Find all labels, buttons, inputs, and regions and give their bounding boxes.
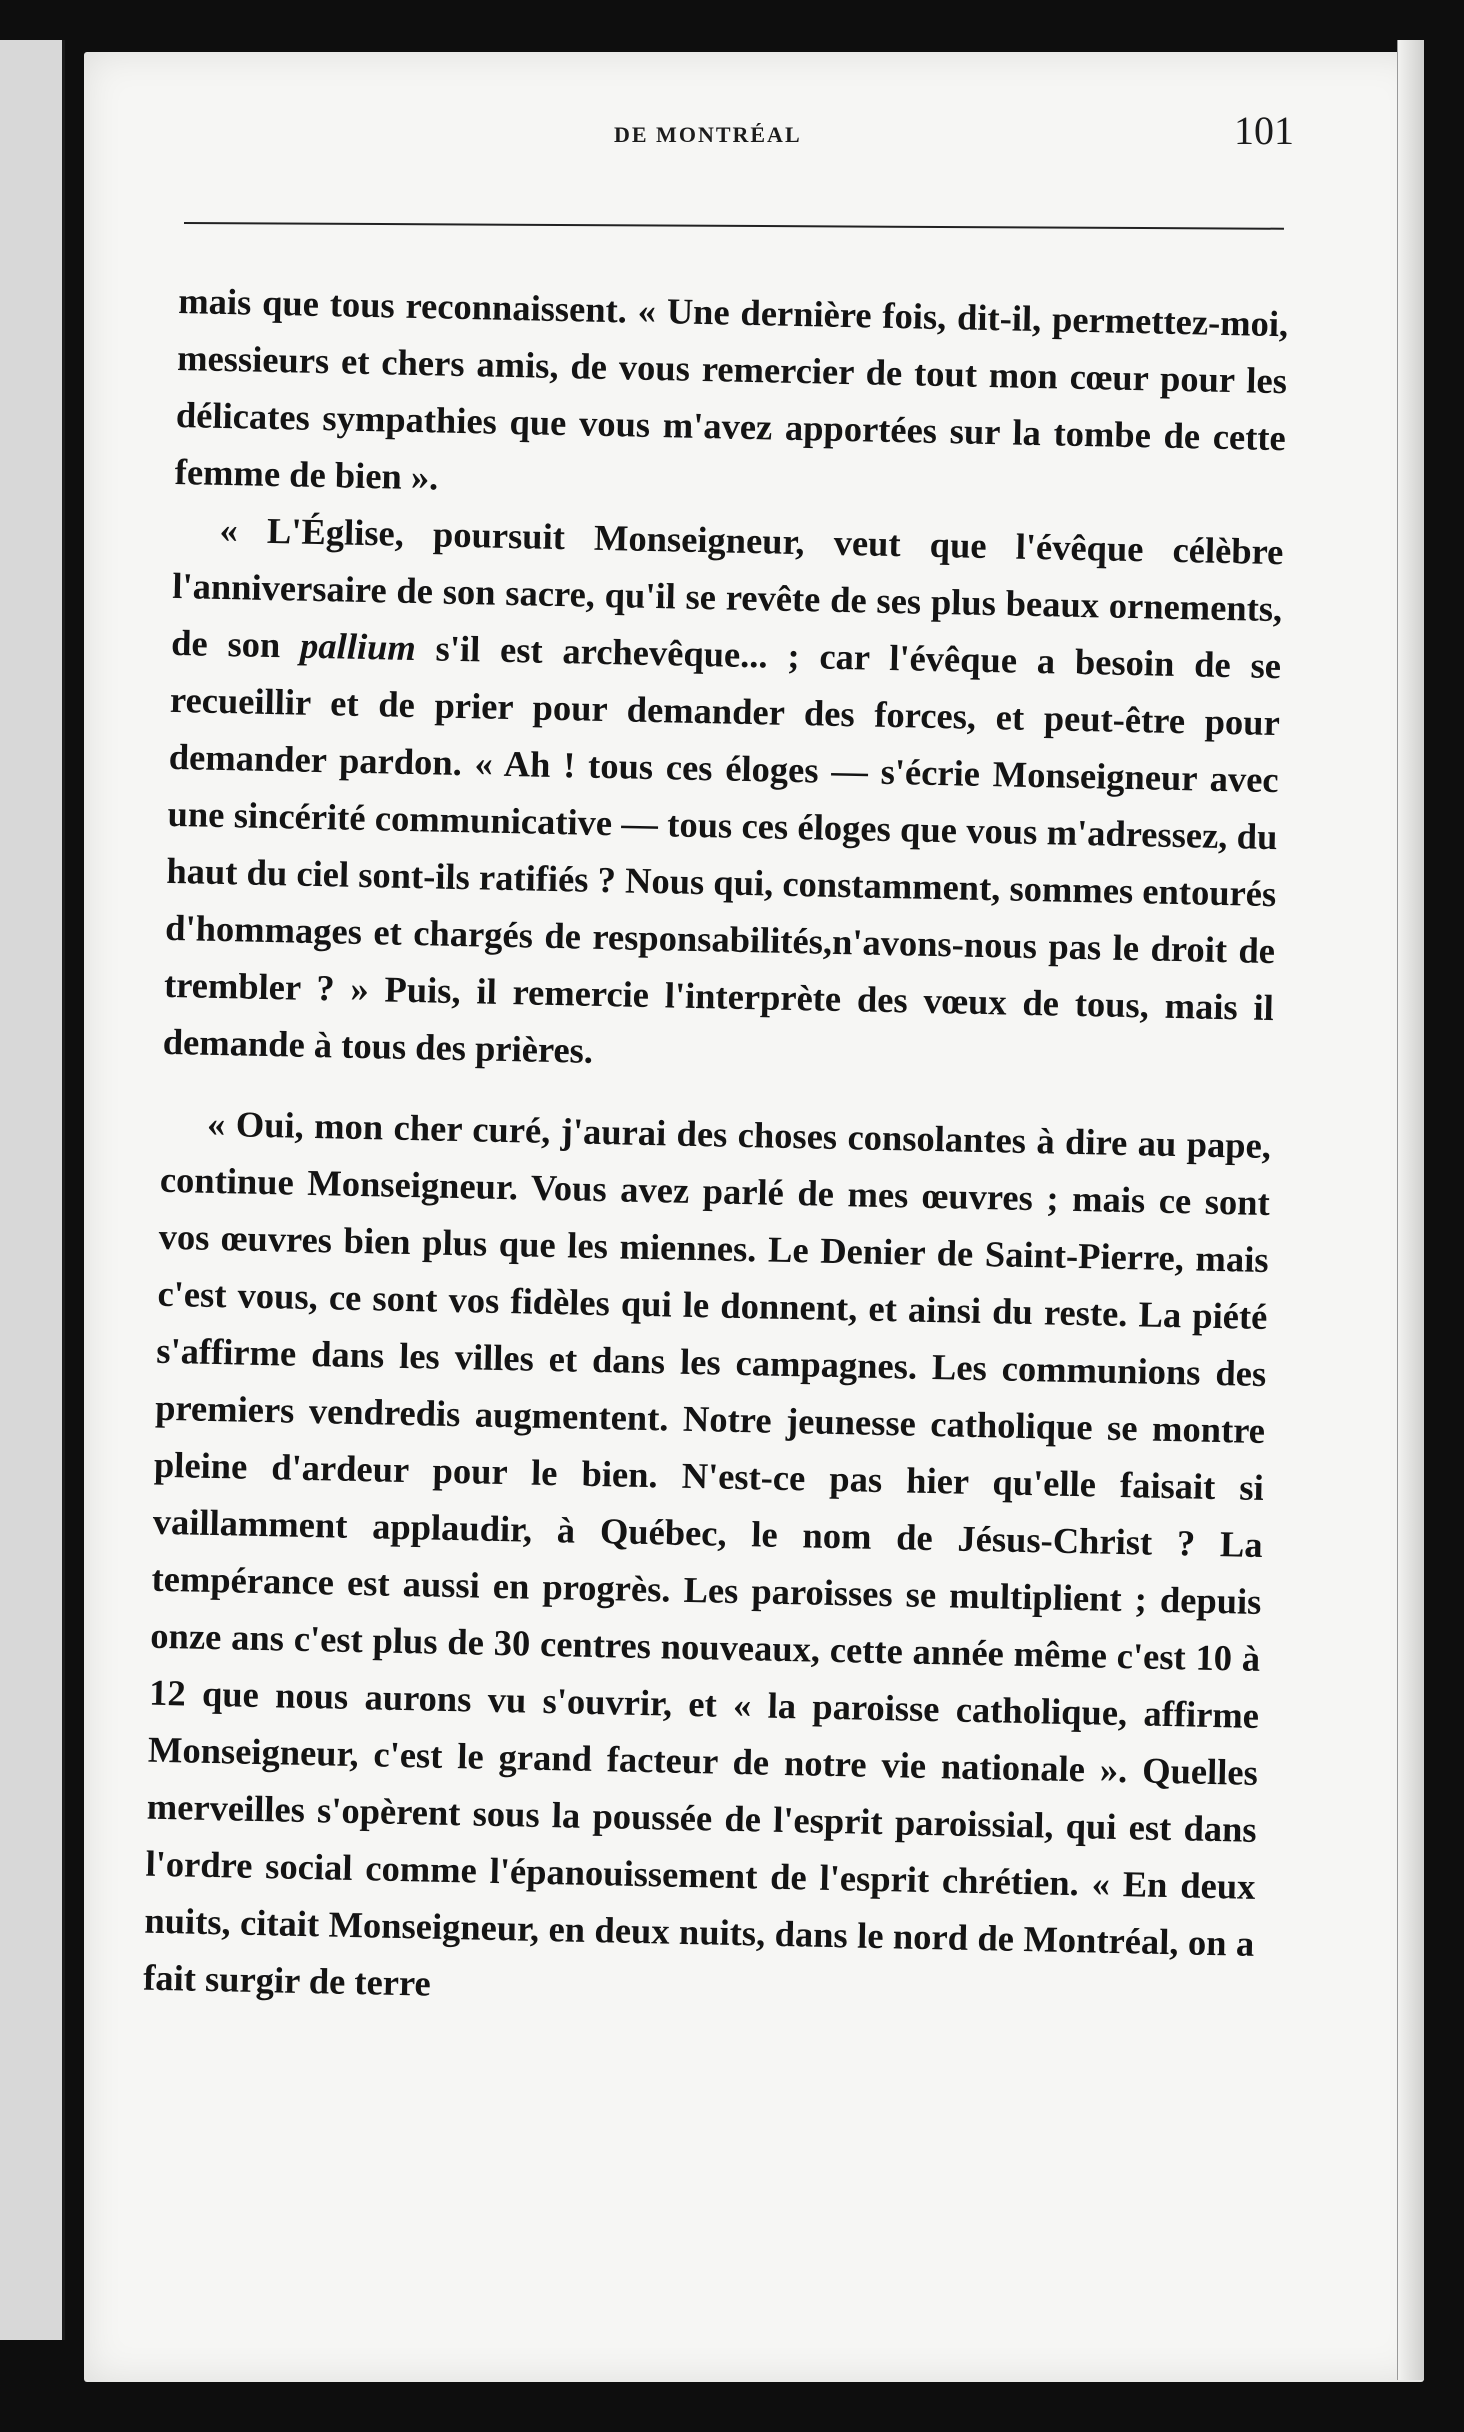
paragraph-2-text-end: s'il est archevêque... ; car l'évêque a besoin de se recueillir et de prier pour demander des forces, et peut-être pour demander pardon. « Ah ! tous ces éloges — s'écrie Monseigneur avec une sincérité communicative — tous ces éloges que vous m'adressez, du haut du ciel sont-ils ratifiés ? Nous qui, constamment, sommes entourés d'hommages et chargés de responsabilités,n'avons-nous pas le droit de trembler ? » Puis, il remercie l'interprète des vœux de tous, mais il demande à tous des prières.	[162, 627, 1282, 1071]
page-fore-edge	[1397, 40, 1424, 2380]
page-number: 101	[1234, 108, 1294, 153]
paragraph-3	[143, 1094, 1272, 2029]
paragraph-1	[174, 272, 1289, 523]
running-title: DE MONTRÉAL	[614, 122, 802, 147]
paragraph-3-text: « Oui, mon cher curé, j'aurai des choses consolantes à dire au pape, continue Monseigneur. Vous avez parlé de mes œuvres ; mais ce sont vos œuvres bien plus que les miennes. Le Denier de Saint-Pierre, mais c'est vous, ce sont vos fidèles qui le donnent, et ainsi du reste. La piété s'affirme dans les villes et dans les campagnes. Les communions des premiers vendredis augmentent. Notre jeunesse catholique se montre pleine d'ardeur pour le bien. N'est-ce pas hier qu'elle faisait si vaillamment applaudir, à Québec, le nom de Jésus-Christ ? La tempérance est aussi en progrès. Les paroisses se multiplient ; depuis onze ans c'est plus de 30 centres nouveaux, cette année même c'est 10 à 12 que nous aurons vu s'ouvrir, et « la paroisse catholique, affirme Monseigneur, c'est le grand facteur de notre vie nationale ». Quelles merveilles s'opèrent sous la poussée de l'esprit paroissial, qui est dans l'ordre social comme l'épanouissement de l'esprit chrétien. « En deux nuits, citait Monseigneur, en deux nuits, dans le nord de Montréal, on a fait surgir de terre	[142, 1102, 1272, 2004]
body-text	[143, 272, 1289, 2029]
adjacent-page-edge	[0, 40, 65, 2340]
paragraph-2-italic-word: pallium	[299, 624, 417, 669]
book-page	[84, 52, 1424, 2382]
paragraph-2	[162, 500, 1284, 1093]
header-rule	[184, 222, 1284, 230]
paragraph-1-text: mais que tous reconnaissent. « Une dernière fois, dit-il, permettez-moi, messieurs et chers amis, de vous remercier de tout mon cœur pour les délicates sympathies que vous m'avez apportées sur la tombe de cette femme de bien ».	[174, 279, 1289, 498]
paragraph-2-text-start: « L'Église, poursuit Monseigneur, veut que l'évêque célèbre l'anniversaire de son sacre, qu'il se revête de ses plus beaux ornements, de son	[170, 508, 1284, 666]
